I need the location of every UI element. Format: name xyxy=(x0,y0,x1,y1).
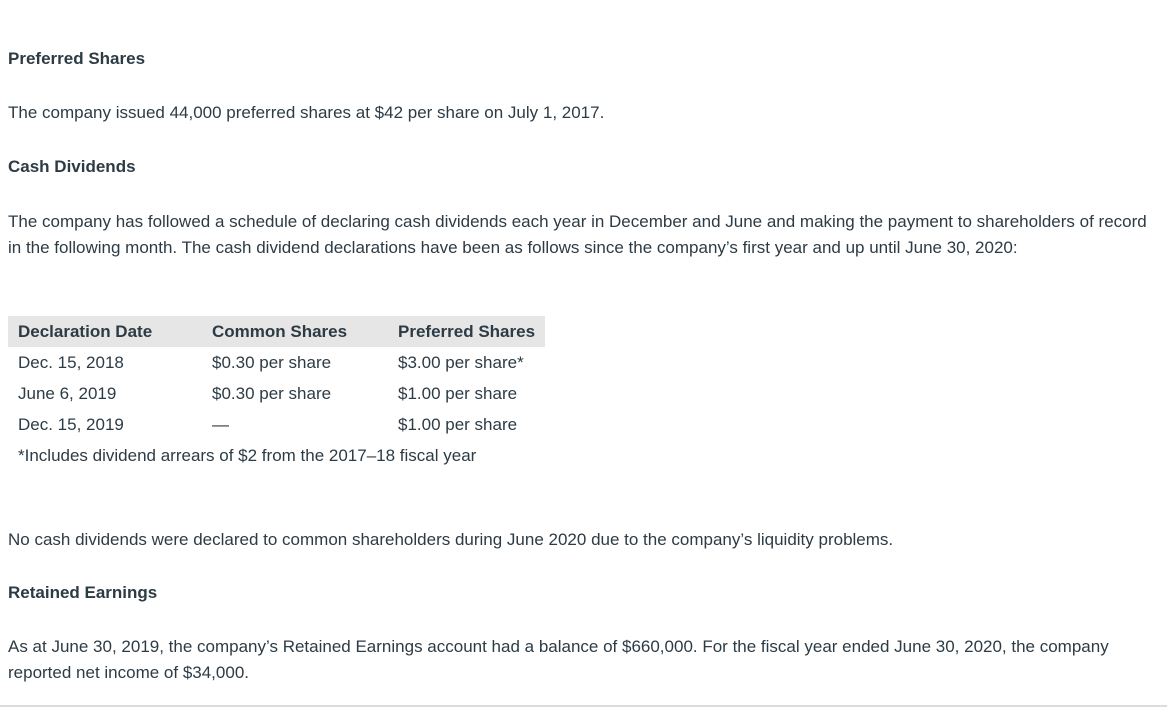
cell-preferred: $1.00 per share xyxy=(398,414,518,434)
table-footnote-row xyxy=(8,440,545,471)
table-row xyxy=(8,347,545,378)
preferred-shares-heading: Preferred Shares xyxy=(8,49,146,68)
table-footnote: *Includes dividend arrears of $2 from the 2017–18 fiscal year xyxy=(18,445,477,465)
cash-dividends-text: The company has followed a schedule of declaring cash dividends each year in December and June and making the payment to shareholders of record in the following month. The cash dividend declarations have been as follows since the company’s first year and up until June 30, 2020: xyxy=(8,212,1147,257)
cell-common: — xyxy=(212,414,229,434)
preferred-shares-text: The company issued 44,000 preferred shares at $42 per share on July 1, 2017. xyxy=(8,103,605,122)
col-preferred-shares: Preferred Shares xyxy=(388,316,545,347)
retained-earnings-heading: Retained Earnings xyxy=(8,583,158,602)
cell-date: June 6, 2019 xyxy=(18,383,117,403)
table-row xyxy=(8,378,545,409)
cell-common: $0.30 per share xyxy=(212,352,332,372)
col-declaration-date: Declaration Date xyxy=(8,316,202,347)
dividend-declarations-table xyxy=(8,316,545,471)
cell-common: $0.30 per share xyxy=(212,383,332,403)
table-row xyxy=(8,409,545,440)
table-header-row xyxy=(8,316,545,347)
no-dividends-note: No cash dividends were declared to common shareholders during June 2020 due to the company’s liquidity problems. xyxy=(8,530,894,549)
retained-earnings-text: As at June 30, 2019, the company’s Retained Earnings account had a balance of $660,000. For the fiscal year ended June 30, 2020, the company reported net income of $34,000. xyxy=(8,637,1109,682)
cash-dividends-heading: Cash Dividends xyxy=(8,157,136,176)
cell-date: Dec. 15, 2018 xyxy=(18,352,124,372)
cell-date: Dec. 15, 2019 xyxy=(18,414,124,434)
col-common-shares: Common Shares xyxy=(202,316,388,347)
cell-preferred: $3.00 per share* xyxy=(398,352,524,372)
cell-preferred: $1.00 per share xyxy=(398,383,518,403)
